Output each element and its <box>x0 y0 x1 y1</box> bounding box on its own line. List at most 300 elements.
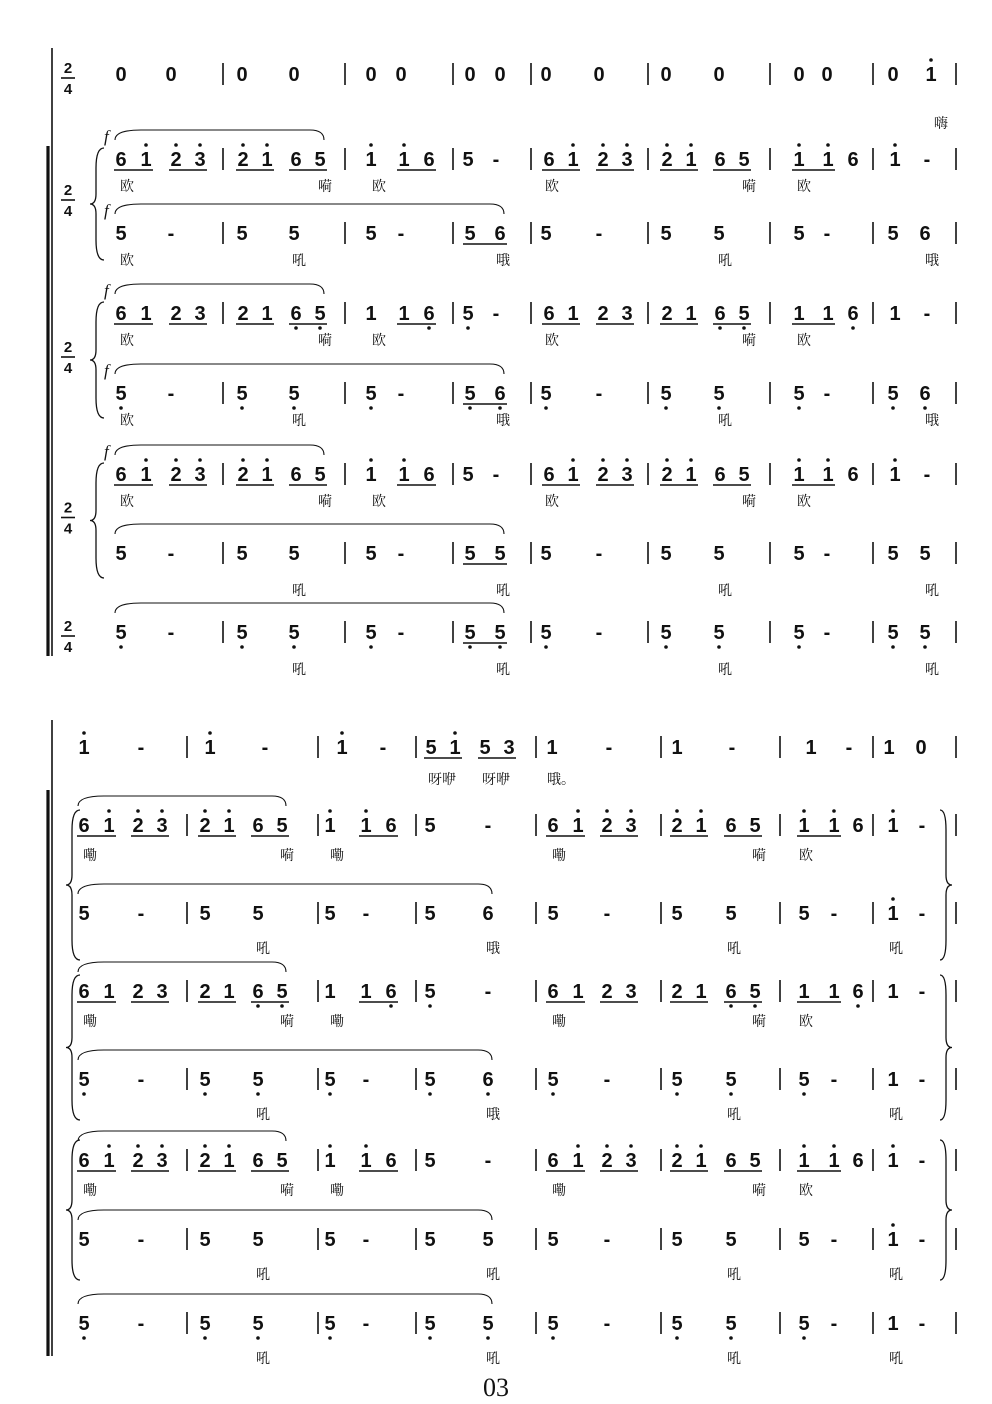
note: 5 <box>462 149 474 171</box>
lyric: 欧 <box>120 333 134 349</box>
lyric: 吼 <box>727 1107 741 1123</box>
time-signature-top: 2 <box>63 182 73 199</box>
note: 3 <box>625 981 637 1003</box>
note: 3 <box>503 737 515 759</box>
octave-dot-high <box>369 458 373 462</box>
lyric: 欧 <box>120 253 134 269</box>
octave-dot-high <box>629 809 633 813</box>
time-signature <box>61 500 75 538</box>
octave-dot-low <box>328 1092 332 1096</box>
note: 1 <box>822 303 834 325</box>
rest: 0 <box>395 64 407 86</box>
note: 6 <box>252 815 264 837</box>
octave-dot-high <box>891 897 895 901</box>
note: 5 <box>660 383 672 405</box>
lyric: 呀咿 <box>428 772 456 788</box>
note: 2 <box>237 464 249 486</box>
rest: 0 <box>793 64 805 86</box>
note: 5 <box>276 815 288 837</box>
time-signature <box>61 618 75 656</box>
note: 6 <box>115 149 127 171</box>
staff-solo <box>115 58 956 132</box>
lyric: 吼 <box>889 941 903 957</box>
note: 6 <box>78 1150 90 1172</box>
note: 1 <box>925 64 937 86</box>
octave-dot-high <box>265 458 269 462</box>
rest: 0 <box>165 64 177 86</box>
note: 6 <box>78 815 90 837</box>
note: 3 <box>194 303 206 325</box>
note: 5 <box>919 543 931 565</box>
note: 5 <box>725 1313 737 1335</box>
note: 5 <box>365 223 377 245</box>
note: 5 <box>713 383 725 405</box>
note: 3 <box>621 464 633 486</box>
note: 5 <box>424 815 436 837</box>
note: 5 <box>252 1069 264 1091</box>
rest: 0 <box>115 64 127 86</box>
note: 5 <box>725 1229 737 1251</box>
note: 5 <box>199 1229 211 1251</box>
octave-dot-high <box>364 809 368 813</box>
octave-dot-high <box>241 458 245 462</box>
note: 5 <box>324 1069 336 1091</box>
lyric: 吼 <box>256 1351 270 1367</box>
octave-dot-low <box>923 645 927 649</box>
note: 1 <box>798 981 810 1003</box>
lyric: 吼 <box>292 662 306 678</box>
octave-dot-low <box>428 1004 432 1008</box>
note: 1 <box>883 737 895 759</box>
octave-dot-high <box>689 143 693 147</box>
note: 5 <box>78 903 90 925</box>
dash: - <box>137 1229 145 1251</box>
octave-dot-low <box>729 1092 733 1096</box>
octave-dot-high <box>576 1144 580 1148</box>
octave-dot-high <box>675 809 679 813</box>
note: 5 <box>749 1150 761 1172</box>
octave-dot-low <box>292 645 296 649</box>
part-brace-right <box>940 975 952 1120</box>
note: 1 <box>140 464 152 486</box>
note: 6 <box>847 303 859 325</box>
octave-dot-high <box>802 809 806 813</box>
note: 5 <box>424 1229 436 1251</box>
staff-t2-lower <box>78 1210 956 1283</box>
note: 1 <box>103 1150 115 1172</box>
dash: - <box>397 223 405 245</box>
lyric: 吼 <box>718 253 732 269</box>
note: 5 <box>494 543 506 565</box>
dash: - <box>603 1229 611 1251</box>
lyric: 吼 <box>718 413 732 429</box>
octave-dot-high <box>605 1144 609 1148</box>
dash: - <box>918 1150 926 1172</box>
dash: - <box>362 1069 370 1091</box>
note: 5 <box>798 1313 810 1335</box>
lyric: 嗬 <box>742 333 756 349</box>
note: 6 <box>290 149 302 171</box>
note: 1 <box>793 464 805 486</box>
lyric: 嘞 <box>83 848 97 864</box>
note: 1 <box>685 464 697 486</box>
note: 5 <box>424 903 436 925</box>
part-brace <box>90 148 104 260</box>
octave-dot-low <box>923 406 927 410</box>
dash: - <box>379 737 387 759</box>
note: 1 <box>360 981 372 1003</box>
octave-dot-low <box>82 1336 86 1340</box>
dash: - <box>362 1229 370 1251</box>
note: 5 <box>713 223 725 245</box>
note: 1 <box>685 149 697 171</box>
octave-dot-high <box>203 809 207 813</box>
note: 1 <box>828 815 840 837</box>
octave-dot-low <box>856 1004 860 1008</box>
octave-dot-low <box>802 1336 806 1340</box>
dash: - <box>728 737 736 759</box>
time-signature-bottom: 4 <box>63 203 73 220</box>
dash: - <box>918 1313 926 1335</box>
octave-dot-low <box>729 1004 733 1008</box>
octave-dot-low <box>486 1336 490 1340</box>
dash: - <box>492 464 500 486</box>
lyric: 嗬 <box>742 179 756 195</box>
note: 5 <box>276 1150 288 1172</box>
rest: 0 <box>540 64 552 86</box>
note: 3 <box>156 981 168 1003</box>
dash: - <box>137 1313 145 1335</box>
dash: - <box>167 543 175 565</box>
dash: - <box>137 737 145 759</box>
note: 5 <box>547 903 559 925</box>
note: 5 <box>324 1229 336 1251</box>
note: 5 <box>288 383 300 405</box>
note: 6 <box>385 981 397 1003</box>
note: 5 <box>540 223 552 245</box>
dash: - <box>484 981 492 1003</box>
octave-dot-high <box>625 143 629 147</box>
slur <box>78 796 286 806</box>
octave-dot-high <box>797 458 801 462</box>
octave-dot-low <box>729 1336 733 1340</box>
note: 2 <box>597 149 609 171</box>
note: 5 <box>464 622 476 644</box>
note: 6 <box>482 903 494 925</box>
dynamic-marking: f <box>104 281 109 300</box>
rest: 0 <box>660 64 672 86</box>
note: 1 <box>572 1150 584 1172</box>
note: 6 <box>714 149 726 171</box>
octave-dot-high <box>665 143 669 147</box>
note: 5 <box>660 223 672 245</box>
note: 6 <box>852 981 864 1003</box>
note: 3 <box>156 1150 168 1172</box>
octave-dot-high <box>364 1144 368 1148</box>
note: 5 <box>252 1229 264 1251</box>
dash: - <box>918 903 926 925</box>
note: 6 <box>482 1069 494 1091</box>
dash: - <box>397 543 405 565</box>
note: 1 <box>365 464 377 486</box>
lyric: 吼 <box>925 662 939 678</box>
note: 1 <box>365 149 377 171</box>
note: 1 <box>261 303 273 325</box>
note: 5 <box>793 622 805 644</box>
octave-dot-high <box>891 1144 895 1148</box>
slur <box>78 1050 492 1060</box>
octave-dot-high <box>174 143 178 147</box>
dash: - <box>923 303 931 325</box>
octave-dot-low <box>389 1004 393 1008</box>
note: 1 <box>567 303 579 325</box>
note: 3 <box>156 815 168 837</box>
note: 5 <box>78 1229 90 1251</box>
note: 1 <box>398 464 410 486</box>
note: 1 <box>261 149 273 171</box>
note: 6 <box>919 223 931 245</box>
note: 5 <box>738 303 750 325</box>
dash: - <box>823 383 831 405</box>
octave-dot-high <box>241 143 245 147</box>
note: 5 <box>671 1313 683 1335</box>
note: 5 <box>547 1069 559 1091</box>
note: 1 <box>887 1229 899 1251</box>
octave-dot-low <box>369 645 373 649</box>
octave-dot-high <box>107 1144 111 1148</box>
dash: - <box>603 1069 611 1091</box>
lyric: 哦 <box>925 413 939 429</box>
octave-dot-high <box>665 458 669 462</box>
dash: - <box>830 1313 838 1335</box>
time-signature-top: 2 <box>63 339 73 356</box>
octave-dot-high <box>402 458 406 462</box>
note: 1 <box>793 303 805 325</box>
note: 5 <box>749 815 761 837</box>
lyric: 吼 <box>718 583 732 599</box>
lyric: 欧 <box>797 333 811 349</box>
note: 6 <box>78 981 90 1003</box>
lyric: 吼 <box>292 583 306 599</box>
slur <box>78 1210 492 1220</box>
octave-dot-high <box>160 809 164 813</box>
staff-t1-lower <box>115 524 956 599</box>
note: 6 <box>423 149 435 171</box>
octave-dot-low <box>369 406 373 410</box>
note: 1 <box>828 981 840 1003</box>
dash: - <box>923 464 931 486</box>
octave-dot-high <box>832 809 836 813</box>
note: 5 <box>314 149 326 171</box>
note: 6 <box>725 1150 737 1172</box>
note: 2 <box>597 303 609 325</box>
octave-dot-low <box>280 1004 284 1008</box>
octave-dot-low <box>240 406 244 410</box>
octave-dot-low <box>203 1336 207 1340</box>
octave-dot-low <box>486 1092 490 1096</box>
note: 5 <box>236 223 248 245</box>
lyric: 欧 <box>799 1183 813 1199</box>
note: 5 <box>540 383 552 405</box>
note: 5 <box>793 543 805 565</box>
note: 1 <box>828 1150 840 1172</box>
note: 1 <box>798 1150 810 1172</box>
note: 6 <box>252 1150 264 1172</box>
note: 6 <box>919 383 931 405</box>
octave-dot-high <box>675 1144 679 1148</box>
time-signature-bottom: 4 <box>63 520 73 538</box>
octave-dot-low <box>256 1336 260 1340</box>
note: 5 <box>365 543 377 565</box>
octave-dot-low <box>294 326 298 330</box>
octave-dot-high <box>699 1144 703 1148</box>
note: 1 <box>398 303 410 325</box>
dash: - <box>603 1313 611 1335</box>
dash: - <box>918 1229 926 1251</box>
note: 5 <box>887 622 899 644</box>
note: 5 <box>365 622 377 644</box>
lyric: 欧 <box>372 333 386 349</box>
octave-dot-high <box>369 143 373 147</box>
octave-dot-low <box>802 1092 806 1096</box>
note: 1 <box>360 1150 372 1172</box>
lyric: 嘞 <box>330 1183 344 1199</box>
staff-t1-upper <box>114 445 956 510</box>
note: 2 <box>671 815 683 837</box>
note: 5 <box>887 383 899 405</box>
lyric: 嗬 <box>280 1183 294 1199</box>
dash: - <box>397 622 405 644</box>
note: 6 <box>494 223 506 245</box>
octave-dot-high <box>797 143 801 147</box>
lyric: 欧 <box>797 494 811 510</box>
octave-dot-low <box>891 406 895 410</box>
note: 1 <box>78 737 90 759</box>
lyric: 嘞 <box>552 1014 566 1030</box>
note: 5 <box>494 622 506 644</box>
dash: - <box>830 1229 838 1251</box>
time-signature-top: 2 <box>63 60 73 77</box>
note: 2 <box>671 981 683 1003</box>
dash: - <box>595 223 603 245</box>
octave-dot-high <box>625 458 629 462</box>
note: 5 <box>793 383 805 405</box>
time-signature <box>61 60 75 98</box>
octave-dot-low <box>428 1092 432 1096</box>
note: 3 <box>621 149 633 171</box>
dash: - <box>167 383 175 405</box>
note: 6 <box>725 815 737 837</box>
note: 6 <box>290 303 302 325</box>
octave-dot-low <box>551 1092 555 1096</box>
octave-dot-low <box>544 406 548 410</box>
note: 5 <box>482 1313 494 1335</box>
note: 5 <box>252 903 264 925</box>
staff-s1-upper <box>114 130 956 195</box>
note: 5 <box>671 1229 683 1251</box>
octave-dot-low <box>717 406 721 410</box>
note: 5 <box>324 903 336 925</box>
lyric: 吼 <box>889 1107 903 1123</box>
dash: - <box>918 981 926 1003</box>
note: 5 <box>887 223 899 245</box>
note: 5 <box>793 223 805 245</box>
octave-dot-high <box>826 458 830 462</box>
note: 2 <box>601 815 613 837</box>
octave-dot-low <box>256 1004 260 1008</box>
note: 1 <box>695 815 707 837</box>
note: 5 <box>424 1313 436 1335</box>
note: 5 <box>276 981 288 1003</box>
staff-a1-lower <box>115 364 956 429</box>
dash: - <box>167 223 175 245</box>
octave-dot-low <box>797 406 801 410</box>
lyric: 哦 <box>925 253 939 269</box>
part-brace <box>90 302 104 418</box>
time-signature-bottom: 4 <box>63 81 73 98</box>
lyric: 嘞 <box>552 848 566 864</box>
octave-dot-low <box>428 1336 432 1340</box>
octave-dot-high <box>929 58 933 62</box>
lyric: 欧 <box>372 494 386 510</box>
octave-dot-high <box>174 458 178 462</box>
lyric: 欧 <box>797 179 811 195</box>
lyric: 吼 <box>718 662 732 678</box>
note: 5 <box>725 903 737 925</box>
dash: - <box>605 737 613 759</box>
note: 2 <box>170 149 182 171</box>
time-signature <box>61 339 75 377</box>
octave-dot-high <box>402 143 406 147</box>
lyric: 嗬 <box>318 179 332 195</box>
system1 <box>48 48 956 678</box>
octave-dot-high <box>601 143 605 147</box>
lyric: 吼 <box>727 941 741 957</box>
lyric: 欧 <box>799 1014 813 1030</box>
octave-dot-high <box>144 458 148 462</box>
note: 2 <box>601 1150 613 1172</box>
rest: 0 <box>494 64 506 86</box>
staff-s1-lower <box>115 204 956 269</box>
time-signature-top: 2 <box>63 618 73 635</box>
note: 1 <box>887 903 899 925</box>
note: 5 <box>887 543 899 565</box>
rest: 0 <box>915 737 927 759</box>
lyric: 嘞 <box>83 1014 97 1030</box>
note: 6 <box>847 464 859 486</box>
octave-dot-low <box>468 645 472 649</box>
slur <box>115 130 324 140</box>
lyric: 吼 <box>486 1267 500 1283</box>
part-brace <box>90 463 104 578</box>
lyric: 吼 <box>496 662 510 678</box>
note: 5 <box>798 1229 810 1251</box>
dynamic-marking: f <box>104 201 109 220</box>
note: 5 <box>482 1229 494 1251</box>
lyric: 吼 <box>727 1351 741 1367</box>
note: 6 <box>725 981 737 1003</box>
lyric: 欧 <box>372 179 386 195</box>
octave-dot-high <box>571 458 575 462</box>
dash: - <box>830 1069 838 1091</box>
octave-dot-low <box>675 1336 679 1340</box>
note: 6 <box>547 815 559 837</box>
note: 1 <box>223 815 235 837</box>
lyric: 嗨 <box>934 116 948 132</box>
note: 1 <box>360 815 372 837</box>
note: 1 <box>140 149 152 171</box>
octave-dot-high <box>893 458 897 462</box>
